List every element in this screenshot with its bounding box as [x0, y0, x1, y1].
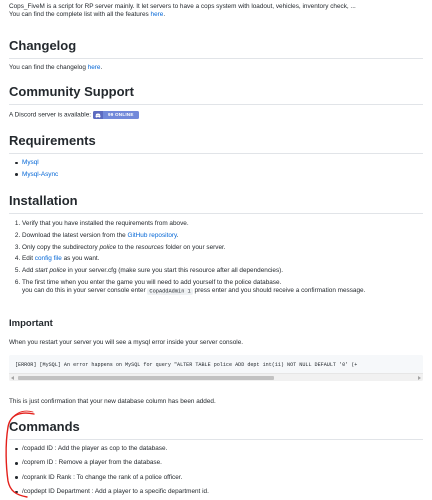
important-text: When you restart your server you will see a mysql error inside your server console. [9, 339, 244, 346]
github-repository-link[interactable]: GitHub repository [127, 231, 177, 239]
list-item: /copdept ID Department : Add a player to a specific department id. [22, 487, 209, 495]
list-item: 3. Only copy the subdirectory police to the resources folder on your server. [22, 244, 432, 252]
inline-code: CopAddAdmin 1 [149, 288, 191, 295]
features-link[interactable]: here [150, 11, 164, 19]
changelog-text: You can find the changelog here. [9, 64, 103, 71]
horizontal-scrollbar[interactable] [9, 373, 423, 381]
scroll-right-icon[interactable] [418, 376, 421, 380]
list-item: /coprem ID : Remove a player from the database. [22, 459, 209, 467]
error-code-block [9, 355, 423, 381]
error-code-text: [ERROR] [MySQL] An error happens on MySQL for query "ALTER TABLE police ADD dept int(11) NOT NULL DEFAULT '0' (+ [15, 362, 358, 368]
intro-section [9, 3, 356, 20]
scroll-left-icon[interactable] [11, 376, 14, 380]
commands-heading: Commands [9, 419, 423, 440]
requirement-link-mysql-async[interactable]: Mysql-Async [22, 170, 59, 178]
intro-features-line: You can find the complete list with all the features here. [9, 11, 166, 19]
important-heading: Important [9, 318, 53, 329]
intro-text: Cops_FiveM is a script for RP server mainly. It let servers to have a cops system with loadout, vehicles, inventory check, ... [9, 3, 356, 10]
list-item: /coprank ID Rank : To change the rank of a police officer. [22, 474, 209, 482]
discord-online-count: 99 ONLINE [103, 111, 139, 119]
requirement-link-mysql[interactable]: Mysql [22, 159, 39, 166]
list-item [22, 171, 58, 179]
changelog-heading: Changelog [9, 38, 423, 59]
list-item: 2. Download the latest version from the GitHub repository. [22, 232, 432, 240]
community-text: A Discord server is available: 99 ONLINE [9, 111, 139, 120]
requirements-list [9, 159, 58, 183]
community-heading: Community Support [9, 84, 423, 105]
list-item: 6. The first time when you enter the game you will need to add yourself to the police database. you can do this in your server console enter CopAddAdmin 1 press enter and you should receive a confirmation message. [22, 279, 432, 296]
list-item: 4. Edit config file as you want. [22, 255, 432, 263]
config-file-link[interactable]: config file [34, 255, 62, 263]
discord-icon [93, 111, 103, 119]
list-item: /copadd ID : Add the player as cop to the database. [22, 445, 209, 453]
list-item: 5. Add start police in your server.cfg (make sure you start this resource after all dependencies). [22, 267, 432, 275]
installation-heading: Installation [9, 193, 423, 214]
installation-steps [9, 220, 432, 299]
commands-list [9, 445, 209, 496]
discord-badge[interactable] [93, 111, 139, 119]
requirements-heading: Requirements [9, 133, 423, 154]
important-after-text: This is just confirmation that your new database column has been added. [9, 398, 216, 405]
list-item: 1. Verify that you have installed the requirements from above. [22, 220, 432, 228]
changelog-link[interactable]: here [87, 64, 101, 71]
scrollbar-thumb[interactable] [18, 376, 274, 380]
list-item [22, 159, 58, 167]
